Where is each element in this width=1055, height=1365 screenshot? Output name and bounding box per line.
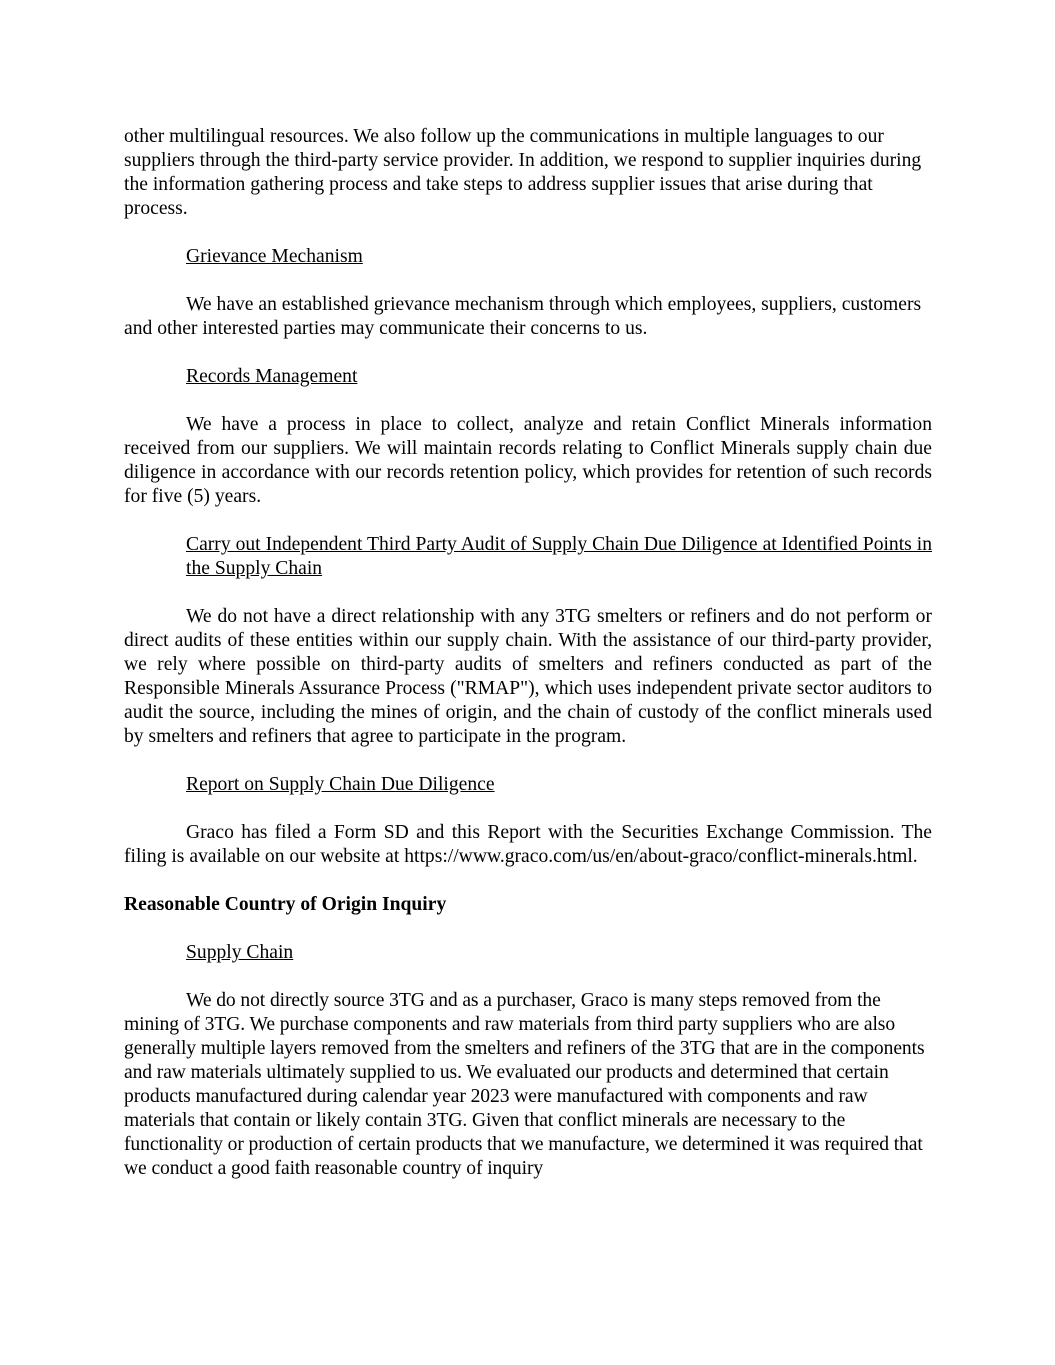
paragraph-third-party-audit: We do not have a direct relationship with any 3TG smelters or refiners and do not perform or direct audits of these entities within our supply chain. With the assistance of our third-party provider, we rely where possible on third-party audits of smelters and refiners conducted as part of the Responsible Minerals Assurance Process ("RMAP"), which uses independent private sector auditors to audit the source, including the mines of origin, and the chain of custody of the conflict minerals used by smelters and refiners that agree to participate in the program. xyxy=(124,606,932,747)
paragraph-report: Graco has filed a Form SD and this Report with the Securities Exchange Commission. The filing is available on our website at https://www.graco.com/us/en/about-graco/conflict-minerals.html. xyxy=(124,822,932,867)
paragraph-grievance: We have an established grievance mechanism through which employees, suppliers, customers and other interested parties may communicate their concerns to us. xyxy=(124,294,922,339)
heading-third-party-audit: Carry out Independent Third Party Audit of Supply Chain Due Diligence at Identified Points in the Supply Chain xyxy=(186,534,932,579)
heading-report-due-diligence: Report on Supply Chain Due Diligence xyxy=(186,774,495,795)
document-page xyxy=(124,125,932,1205)
heading-records-management: Records Management xyxy=(186,366,358,387)
paragraph-multilingual: other multilingual resources. We also follow up the communications in multiple languages to our suppliers through the third-party service provider. In addition, we respond to supplier inquiries during the information gathering process and take steps to address supplier issues that arise during that process. xyxy=(124,126,922,219)
heading-supply-chain: Supply Chain xyxy=(186,942,294,963)
heading-grievance-mechanism: Grievance Mechanism xyxy=(186,246,363,267)
heading-reasonable-country-of-origin: Reasonable Country of Origin Inquiry xyxy=(124,894,447,915)
paragraph-supply-chain: We do not directly source 3TG and as a purchaser, Graco is many steps removed from the mining of 3TG. We purchase components and raw materials from third party suppliers who are also generally multiple layers removed from the smelters and refiners of the 3TG that are in the components and raw materials ultimately supplied to us. We evaluated our products and determined that certain products manufactured during calendar year 2023 were manufactured with components and raw materials that contain or likely contain 3TG. Given that conflict minerals are necessary to the functionality or production of certain products that we manufacture, we determined it was required that we conduct a good faith reasonable country of inquiry xyxy=(124,990,925,1179)
paragraph-records: We have a process in place to collect, analyze and retain Conflict Minerals information received from our suppliers. We will maintain records relating to Conflict Minerals supply chain due diligence in accordance with our records retention policy, which provides for retention of such records for five (5) years. xyxy=(124,414,932,507)
